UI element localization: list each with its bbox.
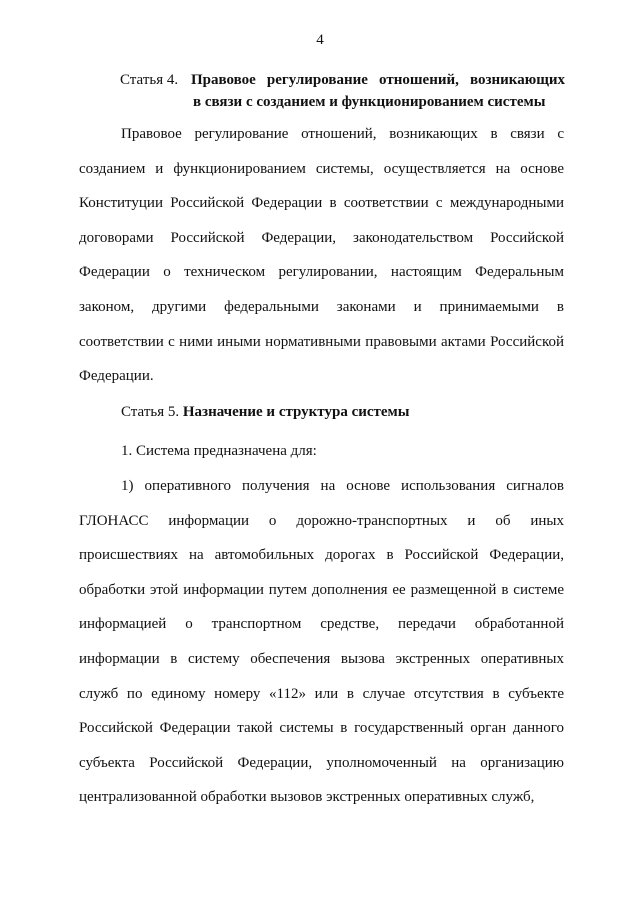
article-4-paragraph: Правовое регулирование отношений, возникающих в связи с созданием и функционированием системы, осуществляется на основе Конституции Российской Федерации в соответствии с международными договорами Российской Федерации, законодательством Российской Федерации о техническом регулировании, настоящим Федеральным законом, другими федеральными законами и принимаемыми в соответствии с ними иными нормативными правовыми актами Российской Федерации.	[79, 126, 564, 385]
article-4-prefix: Статья 4.	[120, 72, 179, 88]
article-4-title-line2: в связи с созданием и функционированием системы	[193, 94, 546, 110]
article-5-subitem-1: 1) оперативного получения на основе использования сигналов ГЛОНАСС информации о дорожно-транспортных и об иных происшествиях на автомобильных дорогах в Российской Федерации, обработки этой информации путем дополнения ее размещенной в системе информацией о транспортном средстве, передачи обработанной информации в систему обеспечения вызова экстренных оперативных служб по единому номеру «112» или в случае отсутствия в субъекте Российской Федерации такой системы в государственный орган данного субъекта Российской Федерации, уполномоченный на организацию централизованной обработки вызовов экстренных оперативных служб,	[79, 478, 564, 806]
article-5-body	[79, 469, 564, 815]
article-4-heading	[120, 69, 565, 113]
article-5-heading	[121, 401, 410, 423]
article-4-title-line1: Правовое регулирование отношений, возникающих	[191, 72, 565, 88]
article-5-title: Назначение и структура системы	[182, 404, 410, 420]
article-5-item-1: 1. Система предназначена для:	[121, 443, 317, 459]
article-5-prefix: Статья 5.	[121, 404, 180, 420]
article-4-body	[79, 117, 564, 394]
article-4-title	[191, 69, 565, 113]
page-number: 4	[316, 32, 324, 48]
